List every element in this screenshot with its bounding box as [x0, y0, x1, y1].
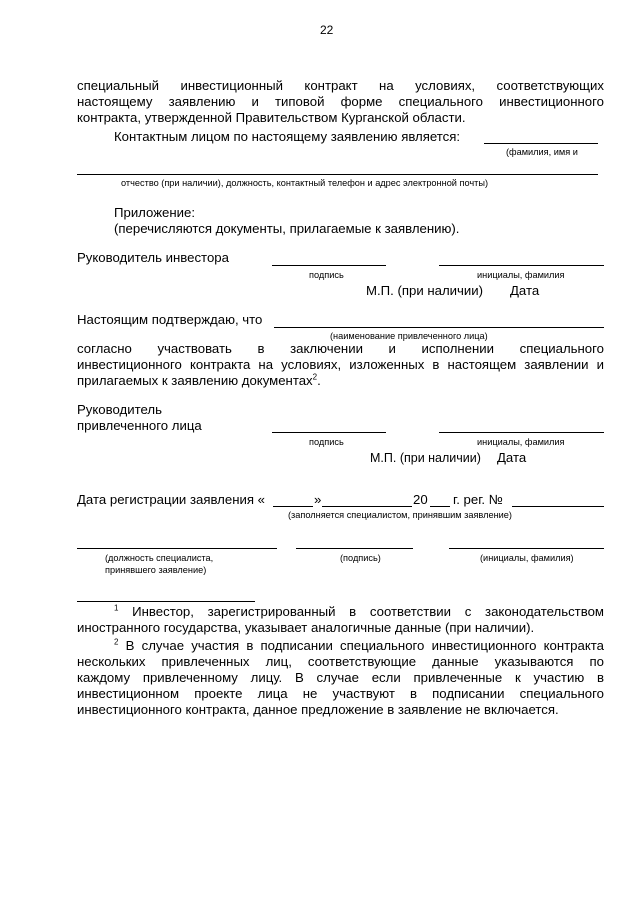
footnote-2-mark: 2 [114, 637, 119, 647]
footnote-1-mark: 1 [114, 603, 119, 613]
attracted-head-label-2: привлеченного лица [77, 418, 202, 433]
attracted-head-label-1: Руководитель [77, 402, 162, 417]
specialist-position-hint-1: (должность специалиста, [105, 553, 214, 563]
contact-hint-2: отчество (при наличии), должность, контактный телефон и адрес электронной почты) [121, 178, 489, 188]
intro-line-3: контракта, утвержденной Правительством Курганской области. [77, 110, 466, 125]
attracted-entity-hint: (наименование привлеченного лица) [330, 331, 488, 341]
page-number: 22 [320, 23, 334, 37]
contact-label: Контактным лицом по настоящему заявлению является: [114, 129, 461, 144]
specialist-position-line [77, 548, 277, 549]
attracted-signature-hint: подпись [309, 437, 344, 447]
confirm-line-2: инвестиционного контракта на условиях, изложенных в настоящем заявлении и [77, 357, 604, 372]
intro-line-2: настоящему заявлению и типовой форме специального инвестиционного [77, 94, 604, 109]
investor-signature-line [272, 265, 386, 266]
registration-reg-label: г. рег. № [453, 492, 503, 507]
registration-year-line [430, 506, 450, 507]
investor-signature-hint: подпись [309, 270, 344, 280]
specialist-signature-line [296, 548, 413, 549]
intro-line-1: специальный инвестиционный контракт на условиях, соответствующих [77, 78, 604, 93]
footnote-separator [77, 601, 255, 602]
footnote-1-line-1: $^1$ Инвестор, зарегистрированный в соответствии с законодательством [114, 603, 604, 619]
attracted-date-label: Дата [497, 450, 527, 465]
registration-year-prefix: 20 [413, 492, 428, 507]
footnote-2-line-5: инвестиционного контракта, данное предложение в заявление не включается. [77, 702, 559, 717]
confirm-lead: Настоящим подтверждаю, что [77, 312, 263, 327]
investor-head-label: Руководитель инвестора [77, 250, 229, 265]
investor-initials-hint: инициалы, фамилия [477, 270, 565, 280]
footnote-2-line-2: нескольких привлеченных лиц, соответствующие данные указываются по [77, 654, 604, 669]
confirm-line-1: согласно участвовать в заключении и исполнении специального [77, 341, 604, 356]
registration-month-line [322, 506, 412, 507]
specialist-position-hint-2: принявшего заявление) [105, 565, 207, 575]
registration-label: Дата регистрации заявления « [77, 492, 266, 507]
registration-day-line [273, 506, 313, 507]
specialist-signature-hint: (подпись) [340, 553, 381, 563]
investor-stamp-label: М.П. (при наличии) [366, 283, 484, 298]
footnote-1-line-2: иностранного государства, указывает аналогичные данные (при наличии). [77, 620, 535, 635]
registration-quote-close: » [314, 492, 322, 507]
investor-initials-line [439, 265, 604, 266]
footnote-2-line-1: $^2$ В случае участия в подписании специального инвестиционного контракта [114, 637, 604, 653]
footnote-2-line-3: каждому привлеченному лицу. В случае если привлеченные к участию в [77, 670, 604, 685]
registration-hint: (заполняется специалистом, принявшим заявление) [288, 510, 512, 520]
contact-name-line [484, 143, 598, 144]
attachment-text: (перечисляются документы, прилагаемые к заявлению). [114, 221, 460, 236]
registration-number-line [512, 506, 604, 507]
footnote-2-line-4: инвестиционном проекте лица не участвуют в подписании специального [77, 686, 604, 701]
confirm-line-3: прилагаемых к заявлению документах$^2$. [77, 372, 321, 388]
attracted-signature-line [272, 432, 386, 433]
attachment-title: Приложение: [114, 205, 196, 220]
attracted-initials-line [439, 432, 604, 433]
attracted-initials-hint: инициалы, фамилия [477, 437, 565, 447]
footnote-ref-2: 2 [312, 372, 318, 382]
specialist-initials-hint: (инициалы, фамилия) [480, 553, 574, 563]
investor-date-label: Дата [510, 283, 540, 298]
attracted-entity-line [274, 327, 604, 328]
attracted-stamp-label: М.П. (при наличии) [370, 451, 481, 465]
contact-hint-1: (фамилия, имя и [506, 147, 578, 157]
specialist-initials-line [449, 548, 604, 549]
contact-detail-line [77, 174, 598, 175]
